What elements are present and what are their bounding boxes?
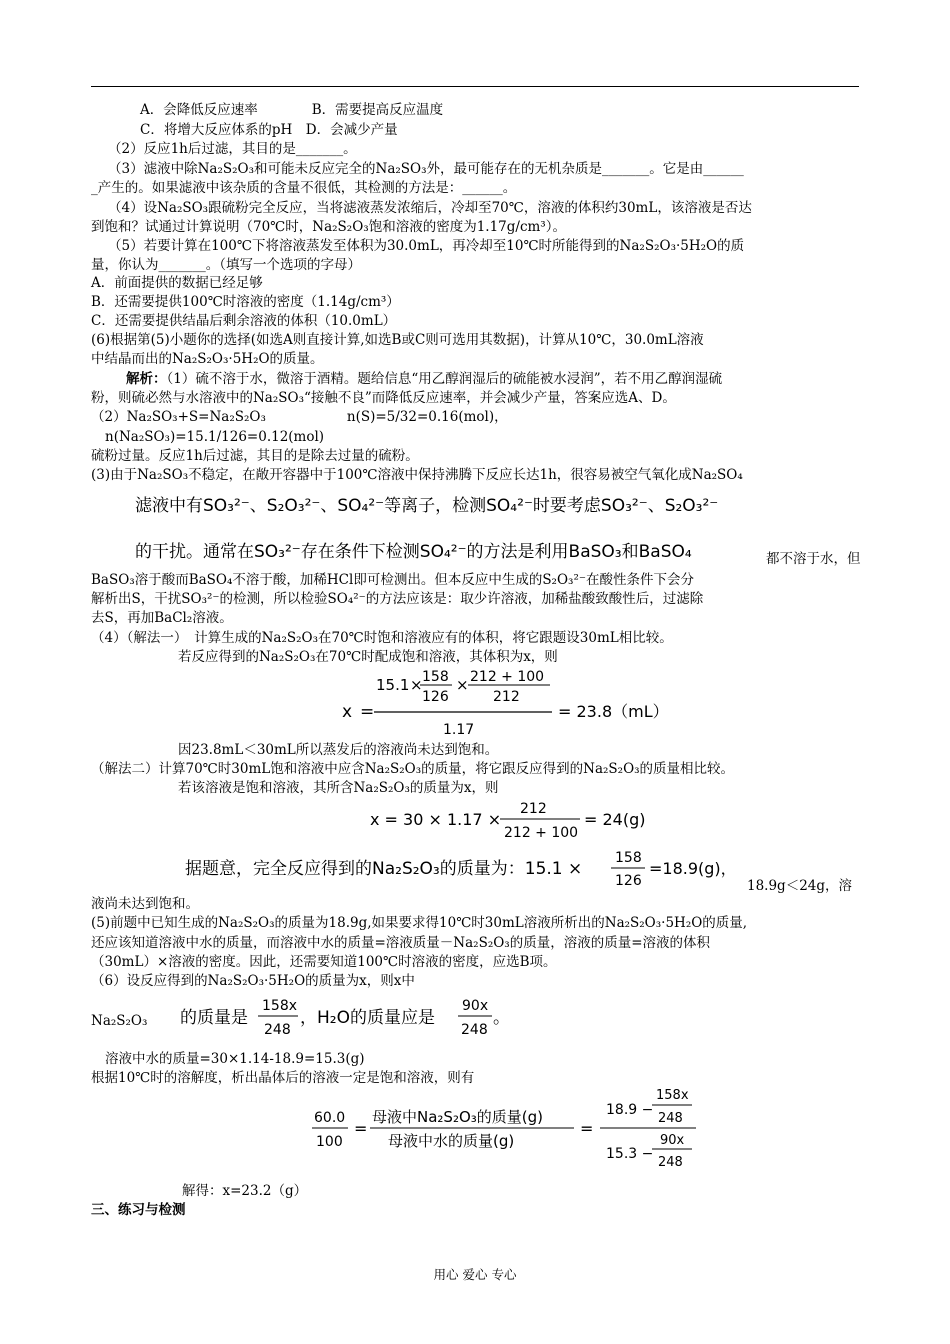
- option-cd: C．将增大反应体系的pH D．会减少产量: [140, 122, 398, 138]
- eq5-rd-n: 90x: [660, 1133, 685, 1148]
- eq1-coef: 15.1: [376, 676, 410, 694]
- equation-split: [178, 993, 508, 1043]
- svg-text:=: =: [354, 1119, 368, 1138]
- eq1-n1: 158: [422, 669, 449, 685]
- eq2-num: 212: [520, 801, 547, 817]
- question-2: （2）反应1h后过滤，其目的是_______。: [108, 141, 357, 157]
- eq4-n2: 90x: [462, 998, 489, 1014]
- svg-text:=: =: [580, 1119, 594, 1138]
- eq5-rd-d: 248: [658, 1155, 683, 1170]
- analysis-6-saturated: 根据10℃时的溶解度，析出晶体后的溶液一定是饱和溶液，则有: [91, 1070, 475, 1086]
- analysis-5-line3: （30mL）×溶液的密度。因此，还需要知道100℃时溶液的密度，应选B项。: [91, 954, 557, 970]
- analysis-4-compare: 18.9g＜24g，溶: [747, 878, 853, 894]
- eq4-t2: ，H₂O的质量应是: [300, 1008, 435, 1028]
- eq4-t3: 。: [493, 1008, 510, 1028]
- section-title: 三、练习与检测: [91, 1202, 186, 1218]
- analysis-6-line1: （6）设反应得到的Na₂S₂O₃·5H₂O的质量为x，则x中: [91, 973, 415, 989]
- eq5-d0: 100: [316, 1134, 343, 1150]
- analysis-1-line1: 解析：（1）硫不溶于水，微溶于酒精。题给信息“用乙醇润湿后的硫能被水浸润”，若不用乙醇润湿硫: [126, 371, 723, 387]
- eq4-d1: 248: [264, 1022, 291, 1038]
- analysis-4-assume2: 若该溶液是饱和溶液，其所含Na₂S₂O₃的质量为x，则: [178, 780, 499, 796]
- analysis-6-answer: 解得：x=23.2（g）: [182, 1183, 308, 1199]
- eq1-d2: 212: [493, 689, 520, 705]
- eq5-rn-a: 18.9 −: [606, 1102, 654, 1118]
- eq1-d1: 126: [422, 689, 449, 705]
- page-footer: 用心 爱心 专心: [433, 1267, 517, 1282]
- question-4-line1: （4）设Na₂SO₃跟硫粉完全反应，当将滤液蒸发浓缩后，冷却至70℃，溶液的体积约30mL，该溶液是否达: [108, 200, 752, 216]
- eq4-d2: 248: [461, 1022, 488, 1038]
- analysis-3-line4: BaSO₃溶于酸而BaSO₄不溶于酸，加稀HCl即可检测出。但本反应中生成的S₂O₃²⁻在酸性条件下会分: [91, 572, 694, 588]
- option-ab: A．会降低反应速率 B．需要提高反应温度: [140, 102, 444, 118]
- eq5-rn-n: 158x: [656, 1088, 689, 1103]
- eq3-prefix: 据题意，完全反应得到的Na₂S₂O₃的质量为：15.1 ×: [185, 859, 583, 879]
- equation-product: [183, 845, 753, 891]
- equation-mass: [368, 794, 668, 844]
- analysis-1-line2: 粉，则硫必然与水溶液中的Na₂SO₃“接触不良”而降低反应速率，并会减少产量，答案应选A、D。: [91, 390, 676, 406]
- eq3-result: =18.9(g)，: [649, 859, 737, 878]
- equation-volume: [340, 662, 670, 738]
- eq1-result: = 23.8（mL）: [558, 702, 669, 721]
- analysis-5-line2: 还应该知道溶液中水的质量，而溶液中水的质量=溶液质量－Na₂S₂O₃的质量，溶液的质量=溶液的体积: [91, 935, 711, 951]
- analysis-4-conclusion2: 液尚未达到饱和。: [91, 896, 199, 912]
- analysis-2-line1: （2）Na₂SO₃+S=Na₂S₂O₃ n(S)=5/32=0.16(mol)，: [91, 409, 508, 425]
- analysis-label: 解析：: [126, 371, 167, 387]
- choice-b: B．还需要提供100℃时溶液的密度（1.14g/cm³）: [91, 294, 400, 310]
- question-3-line1: （3）滤液中除Na₂S₂O₃和可能未反应完全的Na₂SO₃外，最可能存在的无机杂质是_______。它是由______: [108, 161, 744, 177]
- analysis-3-interference: 的干扰。通常在SO₃²⁻存在条件下检测SO₄²⁻的方法是利用BaSO₃和BaSO₄: [135, 542, 692, 562]
- svg-text:=: =: [360, 702, 375, 722]
- analysis-4-conclusion1: 因23.8mL＜30mL所以蒸发后的溶液尚未达到饱和。: [178, 742, 499, 758]
- analysis-2-line2: n(Na₂SO₃)=15.1/126=0.12(mol): [105, 429, 325, 445]
- eq5-mid-den: 母液中水的质量(g): [388, 1132, 515, 1150]
- header-rule: [91, 86, 859, 87]
- analysis-3-ions: 滤液中有SO₃²⁻、S₂O₃²⁻、SO₄²⁻等离子，检测SO₄²⁻时要考虑SO₃²⁻、S₂O₃²⁻: [135, 496, 719, 516]
- eq5-rn-d: 248: [658, 1111, 683, 1126]
- choice-c: C．还需要提供结晶后剩余溶液的体积（10.0mL）: [91, 313, 397, 329]
- eq1-den: 1.17: [443, 722, 475, 738]
- analysis-5-line1: (5)前题中已知生成的Na₂S₂O₃的质量为18.9g,如果要求得10℃时30mL溶液所析出的Na₂S₂O₃·5H₂O的质量,: [91, 915, 748, 931]
- analysis-4-assume: 若反应得到的Na₂S₂O₃在70℃时配成饱和溶液，其体积为x，则: [178, 649, 558, 665]
- eq3-den: 126: [615, 873, 642, 889]
- eq5-rd-a: 15.3 −: [606, 1146, 654, 1162]
- analysis-4-method2: （解法二）计算70℃时30mL饱和溶液中应含Na₂S₂O₃的质量，将它跟反应得到的Na₂S₂O₃的质量相比较。: [91, 761, 735, 777]
- eq2-lhs: x = 30 × 1.17 ×: [370, 810, 502, 829]
- question-5-line1: （5）若要计算在100℃下将溶液蒸发至体积为30.0mL，再冷却至10℃时所能得到的Na₂S₂O₃·5H₂O的质: [108, 238, 745, 254]
- eq2-den: 212 + 100: [504, 825, 579, 841]
- choice-a: A．前面提供的数据已经足够: [91, 275, 263, 291]
- eq5-n0: 60.0: [314, 1110, 346, 1126]
- eq2-result: = 24(g): [584, 810, 646, 829]
- question-6-line1: (6)根据第(5)小题你的选择(如选A则直接计算,如选B或C则可选用其数据)，计算从10℃，30.0mL溶液: [91, 332, 704, 348]
- analysis-3-line6: 去S，再加BaCl₂溶液。: [91, 610, 233, 626]
- svg-text:×: ×: [456, 676, 469, 694]
- analysis-6-water: 溶液中水的质量=30×1.14-18.9=15.3(g): [105, 1051, 365, 1067]
- question-3-line2: _产生的。如果滤液中该杂质的含量不很低，其检测的方法是：______。: [91, 180, 517, 196]
- analysis-2-line3: 硫粉过量。反应1h后过滤，其目的是除去过量的硫粉。: [91, 448, 419, 464]
- analysis-6-na2s2o3: Na₂S₂O₃: [91, 1013, 148, 1029]
- question-5-line2: 量，你认为_______。（填写一个选项的字母）: [91, 257, 361, 273]
- eq3-num: 158: [615, 850, 642, 866]
- eq1-lhs: x: [342, 702, 353, 722]
- eq5-mid-num: 母液中Na₂S₂O₃的质量(g): [372, 1108, 544, 1126]
- analysis-3-insoluble: 都不溶于水，但: [766, 551, 861, 567]
- analysis-3-line1: (3)由于Na₂SO₃不稳定，在敞开容器中于100℃溶液中保持沸腾下反应长达1h，很容易被空气氧化成Na₂SO₄: [91, 467, 743, 483]
- analysis-4-method1: （4）（解法一） 计算生成的Na₂S₂O₃在70℃时饱和溶液应有的体积，将它跟题设30mL相比较。: [91, 630, 673, 646]
- equation-solubility: [308, 1084, 708, 1180]
- question-6-line2: 中结晶而出的Na₂S₂O₃·5H₂O的质量。: [91, 351, 324, 367]
- eq4-t1: 的质量是: [180, 1008, 248, 1028]
- question-4-line2: 到饱和？试通过计算说明（70℃时，Na₂S₂O₃饱和溶液的密度为1.17g/cm³）。: [91, 219, 566, 235]
- analysis-3-line5: 解析出S，干扰SO₃²⁻的检测，所以检验SO₄²⁻的方法应该是：取少许溶液，加稀盐酸致酸性后，过滤除: [91, 591, 704, 607]
- eq4-n1: 158x: [262, 998, 298, 1014]
- eq1-n2: 212 + 100: [470, 669, 545, 685]
- svg-text:×: ×: [410, 676, 423, 694]
